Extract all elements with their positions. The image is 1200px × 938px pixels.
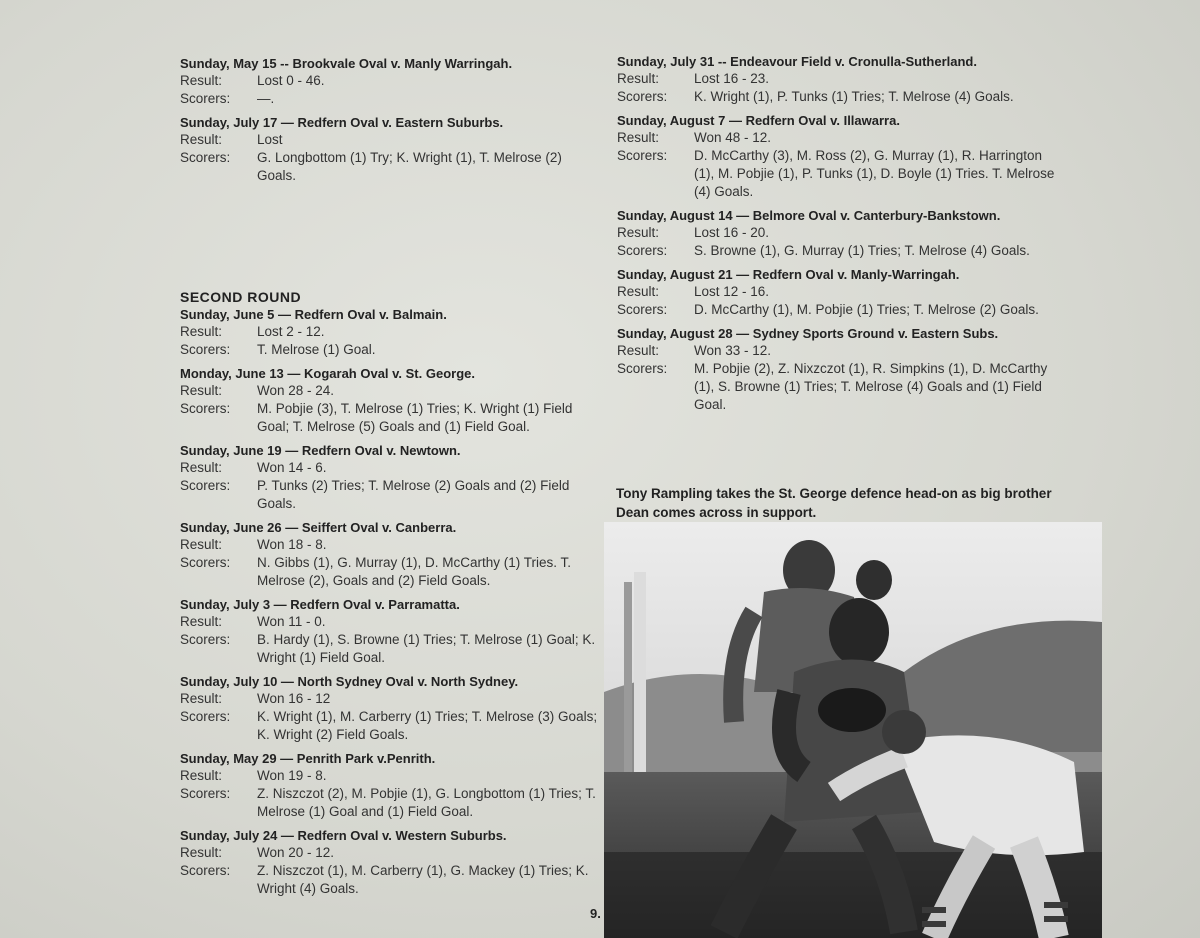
match-entry	[180, 596, 600, 667]
scorers-value: M. Pobjie (2), Z. Nixzczot (1), R. Simpkins (1), D. McCarthy (1), S. Browne (1) Tries; T. Melrose (4) Goals and (1) Field Goal.	[694, 361, 1048, 412]
scorers-row	[180, 400, 600, 436]
scorers-label: Scorers:	[180, 401, 231, 416]
scorers-label: Scorers:	[617, 361, 668, 376]
result-label: Result:	[617, 130, 660, 145]
match-entry	[180, 442, 600, 513]
result-value: Won 19 - 8.	[257, 768, 327, 783]
scorers-value: B. Hardy (1), S. Browne (1) Tries; T. Melrose (1) Goal; K. Wright (1) Field Goal.	[257, 632, 596, 665]
result-row	[617, 224, 1057, 242]
result-row	[180, 613, 600, 631]
scorers-value: K. Wright (1), P. Tunks (1) Tries; T. Melrose (4) Goals.	[694, 89, 1014, 104]
result-row	[180, 536, 600, 554]
scorers-row	[617, 88, 1057, 106]
scorers-label: Scorers:	[617, 148, 668, 163]
result-value: Won 20 - 12.	[257, 845, 335, 860]
photo-caption: Tony Rampling takes the St. George defence head-on as big brother Dean comes across in support.	[616, 486, 1052, 520]
result-label: Result:	[180, 537, 223, 552]
match-heading: Sunday, June 19 — Redfern Oval v. Newtown.	[180, 443, 461, 458]
result-value: Won 18 - 8.	[257, 537, 327, 552]
second-round-heading: SECOND ROUND	[180, 289, 302, 305]
late-season-matches	[617, 53, 1057, 414]
result-label: Result:	[617, 284, 660, 299]
result-row	[617, 129, 1057, 147]
scorers-value: D. McCarthy (3), M. Ross (2), G. Murray (1), R. Harrington (1), M. Pobjie (1), P. Tunks (1), D. Boyle (1) Tries. T. Melrose (4) Goals.	[694, 148, 1055, 199]
result-row	[617, 70, 1057, 88]
scorers-value: T. Melrose (1) Goal.	[257, 342, 376, 357]
result-row	[180, 72, 600, 90]
result-label: Result:	[180, 845, 223, 860]
result-row	[617, 342, 1057, 360]
result-value: Won 11 - 0.	[257, 614, 326, 629]
scorers-row	[180, 90, 600, 108]
scorers-row	[180, 862, 600, 898]
scorers-value: Z. Niszczot (1), M. Carberry (1), G. Mackey (1) Tries; K. Wright (4) Goals.	[257, 863, 589, 896]
match-heading: Sunday, August 28 — Sydney Sports Ground v. Eastern Subs.	[617, 326, 999, 341]
match-entry	[180, 519, 600, 590]
scorers-row	[617, 301, 1057, 319]
scorers-value: M. Pobjie (3), T. Melrose (1) Tries; K. Wright (1) Field Goal; T. Melrose (5) Goals and (1) Field Goal.	[257, 401, 573, 434]
first-round-matches	[180, 55, 600, 185]
result-value: Lost 12 - 16.	[694, 284, 770, 299]
match-heading: Sunday, August 21 — Redfern Oval v. Manly-Warringah.	[617, 267, 960, 282]
result-value: Lost	[257, 132, 283, 147]
scorers-row	[180, 785, 600, 821]
match-entry	[180, 827, 600, 898]
match-entry	[617, 112, 1057, 201]
result-value: Lost 0 - 46.	[257, 73, 325, 88]
result-value: Won 14 - 6.	[257, 460, 327, 475]
result-value: Won 33 - 12.	[694, 343, 772, 358]
match-heading: Sunday, July 17 — Redfern Oval v. Eastern Suburbs.	[180, 115, 504, 130]
result-row	[180, 690, 600, 708]
match-heading: Sunday, May 15 -- Brookvale Oval v. Manly Warringah.	[180, 56, 513, 71]
scorers-label: Scorers:	[180, 342, 231, 357]
tackle-photograph	[604, 522, 1102, 938]
result-value: Won 48 - 12.	[694, 130, 772, 145]
scorers-label: Scorers:	[180, 478, 231, 493]
match-entry	[180, 673, 600, 744]
result-label: Result:	[180, 132, 223, 147]
match-entry	[180, 55, 600, 108]
match-entry	[180, 750, 600, 821]
scorers-value: S. Browne (1), G. Murray (1) Tries; T. Melrose (4) Goals.	[694, 243, 1030, 258]
result-label: Result:	[180, 324, 223, 339]
scorers-label: Scorers:	[617, 302, 668, 317]
result-row	[180, 767, 600, 785]
match-entry	[180, 365, 600, 436]
match-entry	[180, 306, 600, 359]
result-value: Won 16 - 12	[257, 691, 331, 706]
result-label: Result:	[180, 768, 223, 783]
scorers-row	[180, 631, 600, 667]
scorers-label: Scorers:	[180, 555, 231, 570]
rugby-league-photo	[604, 522, 1102, 938]
result-row	[617, 283, 1057, 301]
scorers-label: Scorers:	[180, 863, 231, 878]
scorers-row	[180, 149, 600, 185]
result-label: Result:	[180, 614, 223, 629]
scorers-value: G. Longbottom (1) Try; K. Wright (1), T. Melrose (2) Goals.	[257, 150, 562, 183]
match-heading: Sunday, May 29 — Penrith Park v.Penrith.	[180, 751, 436, 766]
scorers-value: P. Tunks (2) Tries; T. Melrose (2) Goals and (2) Field Goals.	[257, 478, 570, 511]
result-row	[180, 459, 600, 477]
result-value: Lost 16 - 20.	[694, 225, 770, 240]
scorers-value: —.	[257, 91, 275, 106]
match-entry	[617, 325, 1057, 414]
match-heading: Sunday, July 3 — Redfern Oval v. Parramatta.	[180, 597, 460, 612]
match-heading: Monday, June 13 — Kogarah Oval v. St. George.	[180, 366, 475, 381]
result-row	[180, 323, 600, 341]
result-row	[180, 382, 600, 400]
scorers-label: Scorers:	[180, 709, 231, 724]
result-label: Result:	[180, 383, 223, 398]
scorers-label: Scorers:	[617, 243, 668, 258]
second-round-matches	[180, 306, 600, 898]
scorers-label: Scorers:	[617, 89, 668, 104]
result-value: Lost 2 - 12.	[257, 324, 325, 339]
scorers-row	[617, 242, 1057, 260]
right-column	[617, 53, 1057, 420]
scorers-label: Scorers:	[180, 91, 231, 106]
scorers-value: K. Wright (1), M. Carberry (1) Tries; T. Melrose (3) Goals; K. Wright (2) Field Goals.	[257, 709, 598, 742]
scorers-value: Z. Niszczot (2), M. Pobjie (1), G. Longbottom (1) Tries; T. Melrose (1) Goal and (1) Field Goal.	[257, 786, 596, 819]
scorers-row	[180, 341, 600, 359]
match-heading: Sunday, June 26 — Seiffert Oval v. Canberra.	[180, 520, 457, 535]
scorers-row	[180, 708, 600, 744]
scorers-label: Scorers:	[180, 150, 231, 165]
match-heading: Sunday, August 14 — Belmore Oval v. Canterbury-Bankstown.	[617, 208, 1001, 223]
result-row	[180, 844, 600, 862]
result-label: Result:	[617, 71, 660, 86]
match-entry	[617, 207, 1057, 260]
result-label: Result:	[180, 73, 223, 88]
match-heading: Sunday, July 24 — Redfern Oval v. Western Suburbs.	[180, 828, 507, 843]
left-column	[180, 55, 600, 904]
result-value: Lost 16 - 23.	[694, 71, 770, 86]
result-row	[180, 131, 600, 149]
match-heading: Sunday, July 10 — North Sydney Oval v. North Sydney.	[180, 674, 519, 689]
match-heading: Sunday, June 5 — Redfern Oval v. Balmain.	[180, 307, 447, 322]
scorers-row	[180, 477, 600, 513]
scorers-value: D. McCarthy (1), M. Pobjie (1) Tries; T. Melrose (2) Goals.	[694, 302, 1039, 317]
match-entry	[180, 114, 600, 185]
scorers-label: Scorers:	[180, 632, 231, 647]
scorers-row	[617, 360, 1057, 414]
match-heading: Sunday, August 7 — Redfern Oval v. Illawarra.	[617, 113, 900, 128]
match-heading: Sunday, July 31 -- Endeavour Field v. Cronulla-Sutherland.	[617, 54, 977, 69]
result-value: Won 28 - 24.	[257, 383, 335, 398]
scorers-row	[617, 147, 1057, 201]
scorers-value: N. Gibbs (1), G. Murray (1), D. McCarthy (1) Tries. T. Melrose (2), Goals and (2) Field Goals.	[257, 555, 572, 588]
scorers-row	[180, 554, 600, 590]
scorers-label: Scorers:	[180, 786, 231, 801]
result-label: Result:	[617, 343, 660, 358]
page-number: 9.	[590, 906, 601, 921]
match-entry	[617, 266, 1057, 319]
result-label: Result:	[180, 691, 223, 706]
match-entry	[617, 53, 1057, 106]
result-label: Result:	[180, 460, 223, 475]
result-label: Result:	[617, 225, 660, 240]
